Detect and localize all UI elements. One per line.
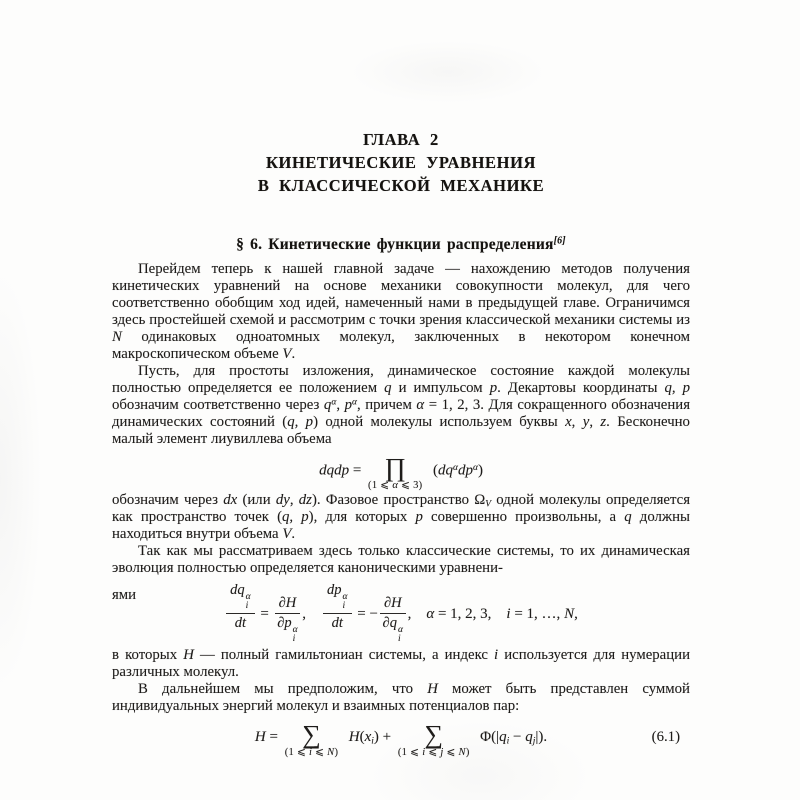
- chapter-title-line-1: КИНЕТИЧЕСКИЕ УРАВНЕНИЯ: [265, 153, 537, 172]
- section-title: Кинетические функции распределения: [262, 236, 554, 253]
- hamiltonian-formula-body: H = ∑ (1 ⩽ i ⩽ N) $H(x_i)$ + ∑ (1 ⩽ i ⩽ j ⩽ N) $\Phi(|q_i - q_j|)$.: [254, 719, 548, 758]
- formula-canonical-equations: [112, 582, 690, 644]
- sup-sub-stack: α i: [245, 591, 251, 611]
- footnote-reference: [6]: [553, 235, 566, 247]
- fraction: ∂H ∂p α i: [275, 595, 301, 643]
- chapter-heading: [112, 128, 690, 197]
- paragraph-hamiltonian-note: в которых H — полный гамильтониан системы, а индекс i используется для нумерации различных молекул.: [112, 646, 690, 680]
- paragraph-assumption: В дальнейшем мы предположим, что H может быть представлен суммой индивидуальных энергий молекул и взаимных потенциалов пар:: [112, 680, 690, 714]
- paragraph-dynamic-state: Пусть, для простоты изложения, динамическое состояние каждой молекулы полностью определяется ее положением q и импульсом p. Декартовы координаты q, p обозначим соответственно через $q^\alpha$, $p^\alpha$, причем α = 1, 2, 3. Для сокращенного обозначения динамических состояний (q, p) одной молекулы используем буквы x, y, z. Бесконечно малый элемент лиувиллева объема: [112, 363, 691, 447]
- hyphenated-word-tail: ями: [112, 587, 137, 603]
- page-content: [112, 0, 690, 759]
- big-operator: ∑ (1 ⩽ i ⩽ j ⩽ N): [397, 719, 470, 758]
- paragraph-classical-systems: Так как мы рассматриваем здесь только классические системы, то их динамическая эволюция полностью определяется каноническими уравнени-: [112, 543, 690, 576]
- canonical-equations-body: dq α i dt = ∂H ∂p α i , dp α i dt = − ∂H ∂q α i , α = 1, 2, 3, i = 1, …, N,: [224, 606, 578, 622]
- paragraph-phase-space: обозначим через dx (или dy, dz). Фазовое пространство $\Omega_V$ одной молекулы определяется как пространство точек (q, p), для которых p совершенно произвольны, а q должны находиться внутри объема V.: [112, 492, 691, 542]
- chapter-title-line-2: В КЛАССИЧЕСКОЙ МЕХАНИКЕ: [257, 176, 545, 195]
- formula-hamiltonian-sum: [112, 720, 690, 756]
- chapter-number: ГЛАВА 2: [363, 130, 439, 149]
- fraction: ∂H ∂q α i: [380, 595, 406, 643]
- paragraph-intro: Перейдем теперь к нашей главной задаче — нахождению методов получения кинетических уравнений на основе механики совокупности молекул, для чего соответственно обобщим ход идей, намеченный нами в предыдущей главе. Ограничимся здесь простейшей схемой и рассмотрим с точки зрения классической механики системы из N одинаковых одноатомных молекул, заключенных в некотором конечном макроскопическом объеме V.: [112, 261, 690, 362]
- sup-sub-stack: α i: [292, 624, 298, 644]
- sup-sub-stack: α i: [342, 591, 348, 611]
- big-operator: ∏ (1 ⩽ α ⩽ 3): [368, 453, 423, 491]
- equation-number: (6.1): [651, 728, 680, 745]
- formula-liouville-volume-element: dqdp = ∏ (1 ⩽ α ⩽ 3) $(dq^\alpha dp^\alpha)$: [319, 453, 483, 491]
- fraction: dq α i dt: [226, 582, 255, 630]
- section-heading: [112, 235, 690, 255]
- section-number: § 6.: [236, 236, 263, 253]
- big-operator: ∑ (1 ⩽ i ⩽ N): [284, 719, 339, 758]
- fraction: dp α i dt: [323, 582, 352, 630]
- sup-sub-stack: α i: [397, 624, 403, 644]
